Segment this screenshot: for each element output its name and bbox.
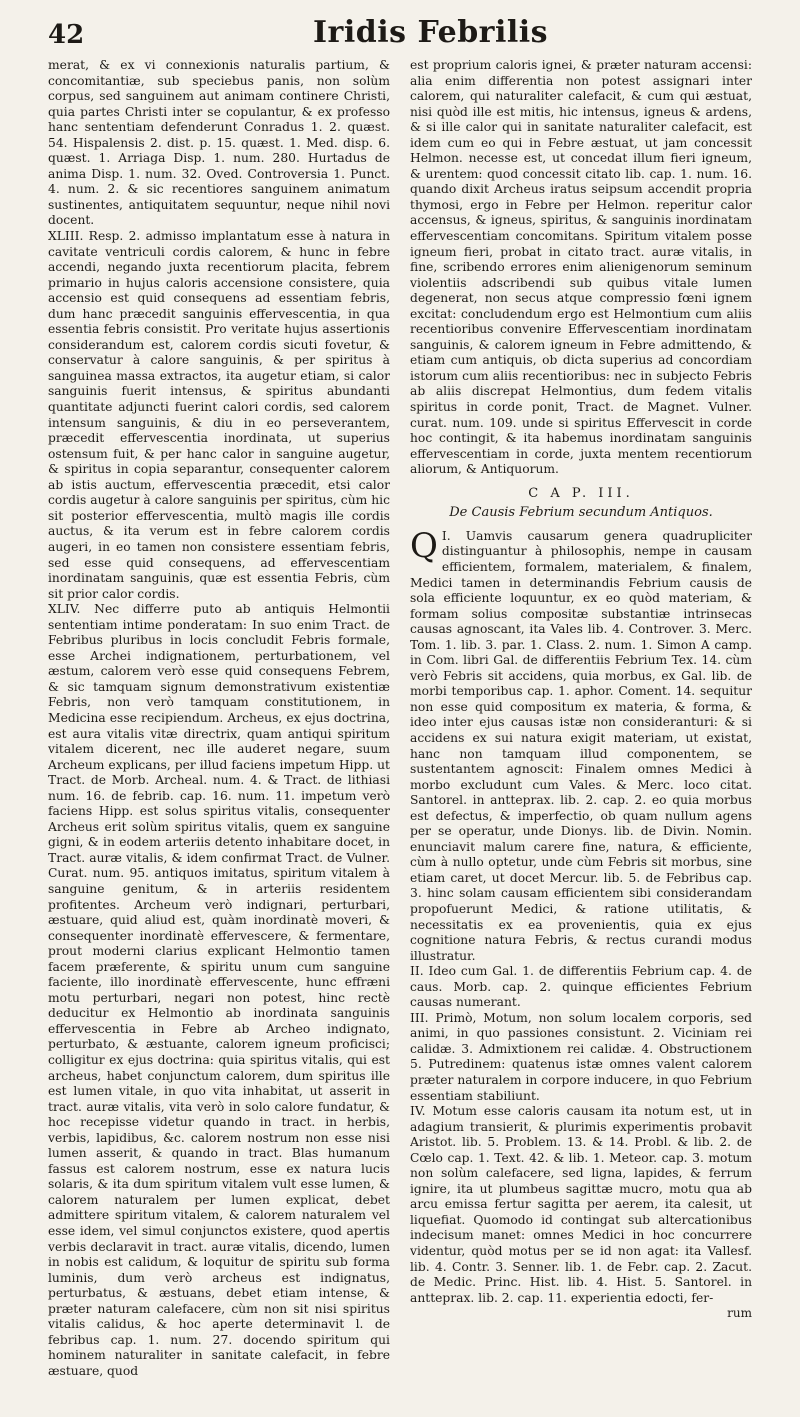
paragraph: IV. Motum esse caloris causam ita notum est, ut in adagium transierit, & plurimis experimentis probavit Aristot. lib. 5. Problem. 13. & 14. Probl. & lib. 2. de Cœlo cap. 1. Text. 42. & lib. 1. Meteor. cap. 3. motum non solùm calefacere, sed ligna, lapides, & ferrum ignire, ita ut plumbeus sagittæ mucro, motu qua ab arcu emissa fertur sagitta per aerem, ita calesit, ut liquefiat. Quomodo id contingat sub altercationibus indecisum manet: omnes Medici in hoc concurrere videntur, quòd motus per se id non agat: ita Vallesf. lib. 4. Contr. 3. Senner. lib. 1. de Febr. cap. 2. Zacut. de Medic. Princ. Hist. lib. 4. Hist. 5. Santorel. in antteprax. lib. 2. cap. 11. experientia edocti, fer-	[410, 1104, 752, 1305]
paragraph: Q I. Uamvis causarum genera quadrupliciter distinguantur à philosophis, nempe in causam efficientem, formalem, materialem, & finalem, Medici tamen in determinandis Febrium causis de sola efficiente loquuntur, ex eo quòd materiam, & formam solius compositæ substantiæ intrinsecas causas agnoscant, ita Vales lib. 4. Controver. 3. Merc. Tom. 1. lib. 3. par. 1. Class. 2. num. 1. Simon A camp. in Com. libri Gal. de differentiis Febrium Tex. 14. cùm verò Febris sit accidens, quia morbus, ex Gal. lib. de morbi temporibus cap. 1. aphor. Coment. 14. sequitur non esse quid compositum ex materia, & forma, & ideo inter ejus causas istæ non consideranturi: & si accidens ex sui natura exigit materiam, ut existat, hanc non tamquam illud componentem, se sustentantem agnoscit: Finalem omnes Medici à morbo excludunt cum Vales. & Merc. loco citat. Santorel. in antteprax. lib. 2. cap. 2. eo quia morbus est defectus, & imperfectio, ob quam nullum agens per se operatur, unde Dionys. lib. de Divin. Nomin. enunciavit malum carere fine, natura, & efficiente, cùm à nullo optetur, unde cùm Febris sit morbus, sine etiam caret, ut docet Mercur. lib. 5. de Febribus cap. 3. hinc solam causam efficientem sibi considerandam propofuerunt Medici, & ratione utilitatis, & necessitatis ex ea provenientis, quia ex ejus cognitione natura Febris, & rectus curandi modus illustratur.	[410, 525, 752, 963]
catchword: rum	[727, 1306, 752, 1321]
right-column	[410, 58, 752, 1403]
chapter-heading: C A P. III.	[528, 485, 634, 501]
paragraph: est proprium caloris ignei, & præter naturam accensi: alia enim differentia non potest assignari inter calorem, qui naturaliter calefacit, & cum qui æstuat, nisi quòd ille est mitis, hic intensus, igneus & ardens, & si ille calor qui in sanitate naturaliter calefacit, est idem cum eo qui in Febre æstuat, ut jam concessit Helmon. necesse est, ut concedat illum fieri igneum, & urentem: quod concessit citato lib. cap. 1. num. 16. quando dixit Archeus iratus seipsum accendit propria thymosi, ergo in Febre per Helmon. reperitur calor accensus, & igneus, spiritus, & sanguinis inordinatam effervescentiam concomitans. Spiritum vitalem posse igneum fieri, probat in citato tract. auræ vitalis, in fine, scribendo errores enim alienigenorum seminum violentiis adscribendi sub quibus vitale lumen degenerat, non secus atque compressio fœni ignem excitat: concludendum ergo est Helmontium cum aliis recentioribus convenire Effervescentiam inordinatam sanguinis, & calorem igneum in Febre admittendo, & etiam cum antiquis, ob dicta superius ad concordiam istorum cum aliis recentioribus: nec in subjecto Febris ab aliis discrepat Helmontius, dum fedem vitalis spiritus in corde ponit, Tract. de Magnet. Vulner. curat. num. 109. unde si spiritus Effervescit in corde hoc contingit, & ita habemus inordinatam sanguinis effervescentiam in corde, juxta mentem recentiorum aliorum, & Antiquorum.	[410, 58, 752, 477]
running-title: Iridis Febrilis	[313, 15, 549, 50]
paragraph: merat, & ex vi connexionis naturalis partium, & concomitantiæ, sub speciebus panis, non solùm corpus, sed sanguinem aut animam continere Christi, quia partes Christi inter se copulantur, & ex professo hanc sententiam defenderunt Conradus 1. 2. quæst. 54. Hispalensis 2. dist. p. 15. quæst. 1. Med. disp. 6. quæst. 1. Arriaga Disp. 1. num. 280. Hurtadus de anima Disp. 1. num. 32. Oved. Controversia 1. Punct. 4. num. 2. & sic recentiores sanguinem animatum sustinentes, antiquitatem sequuntur, neque nihil novi docent.	[48, 58, 390, 228]
paragraph: II. Ideo cum Gal. 1. de differentiis Febrium cap. 4. de caus. Morb. cap. 2. quinque efficientes Febrium causas numerant.	[410, 964, 752, 1010]
chapter-subtitle: De Causis Febrium secundum Antiquos.	[449, 505, 713, 521]
page-number: 42	[48, 20, 85, 50]
page-header	[48, 14, 752, 50]
drop-cap: Q	[410, 525, 438, 566]
paragraph: XLIV. Nec differre puto ab antiquis Helmontii sententiam intime ponderatam: In suo enim Tract. de Febribus pluribus in locis concludit Febris formale, esse Archei indignationem, perturbationem, vel æstum, calorem verò esse quid consequens Febrem, & sic tamquam signum demonstrativum existentiæ Febris, non verò tamquam constitutionem, in Medicina esse recipiendum. Archeus, ex ejus doctrina, est aura vitalis vitæ directrix, quam antiqui spiritum vitalem dicerent, nec ille auderet negare, suum Archeum explicans, per illud faciens impetum Hipp. ut Tract. de Morb. Archeal. num. 4. & Tract. de lithiasi num. 16. de febrib. cap. 16. num. 11. impetum verò faciens Hipp. est solus spiritus vitalis, consequenter Archeus erit solùm spiritus vitalis, quem ex sanguine gigni, & in eodem arteriis detento inhabitare docet, in Tract. auræ vitalis, & idem confirmat Tract. de Vulner. Curat. num. 95. antiquos imitatus, spiritum vitalem à sanguine genitum, & in arteriis residentem profitentes. Archeum verò indignari, perturbari, æstuare, quid aliud est, quàm inordinatè moveri, & consequenter inordinatè effervescere, & fermentare, prout moderni clarius explicant Helmontio tamen facem præferente, & spiritu unum cum sanguine faciente, illo inordinatè effervescente, hunc effræni motu perturbari, negari non potest, hinc rectè deducitur ex Helmontio ab inordinata sanguinis effervescentia in Febre ab Archeo indignato, perturbato, & æstuante, calorem igneum proficisci; colligitur ex ejus doctrina: quia spiritus vitalis, qui est archeus, habet conjunctum calorem, dum spiritus ille est lumen vitale, in quo vita inhabitat, ut asserit in tract. auræ vitalis, vita verò in solo calore fundatur, & hoc recepisse videtur quando in tract. in herbis, verbis, lapidibus, &c. calorem nostrum non esse nisi lumen asserit, & quando in tract. Blas humanum fassus est calorem nostrum, esse ex natura lucis solaris, & ita dum spiritum vitalem vult esse lumen, & calorem naturalem per lumen explicat, debet admittere spiritum vitalem, & calorem naturalem vel esse idem, vel simul conjunctos existere, quod apertis verbis declaravit in tract. auræ vitalis, dicendo, lumen in nobis est calidum, & loquitur de spiritu sub forma luminis, dum verò archeus est indignatus, perturbatus, & æstuans, debet etiam intense, & præter naturam calefacere, cùm non sit nisi spiritus vitalis calidus, & hoc aperte determinavit l. de febribus cap. 1. num. 27. docendo spiritum qui hominem naturaliter in sanitate calefacit, in febre æstuare, quod	[48, 602, 390, 1378]
text-columns	[48, 58, 752, 1403]
paragraph: XLIII. Resp. 2. admisso implantatum esse à natura in cavitate ventriculi cordis calorem, & hunc in febre accendi, negando juxta recentiorum placita, febrem primario in hujus caloris accensione consistere, quia accensio est quid consequens ad essentiam febris, dum hanc præcedit sanguinis effervescentia, in qua essentia febris consistit. Pro veritate hujus assertionis considerandum est, calorem cordis sicuti fovetur, & conservatur à calore sanguinis, & per spiritus à sanguinea massa extractos, ita augetur etiam, si calor sanguinis fuerit intensus, & spiritus abundanti quantitate adjuncti fuerint calori cordis, sed calorem intensum sanguinis, & diu in eo perseverantem, præcedit effervescentia inordinata, ut superius ostensum fuit, & per hanc calor in sanguine augetur, & spiritus in copia separantur, consequenter calorem ab istis auctum, effervescentia præcedit, etsi calor cordis augetur à calore sanguinis per spiritus, cùm hic sit posterior effervescentia, multò magis ille cordis auctus, & ita verum est in febre calorem cordis augeri, in eo tamen non consistere essentiam febris, sed esse quid consequens, ad effervescentiam inordinatam sanguinis, quæ est essentia Febris, cùm sit prior calor cordis.	[48, 229, 390, 601]
paragraph: III. Primò, Motum, non solum localem corporis, sed animi, in quo passiones consistunt. 2. Viciniam rei calidæ. 3. Admixtionem rei calidæ. 4. Obstructionem 5. Putredinem: quatenus istæ omnes valent calorem præter naturalem in corpore inducere, in quo Febrium essentiam stabiliunt.	[410, 1010, 752, 1103]
left-column	[48, 58, 390, 1403]
